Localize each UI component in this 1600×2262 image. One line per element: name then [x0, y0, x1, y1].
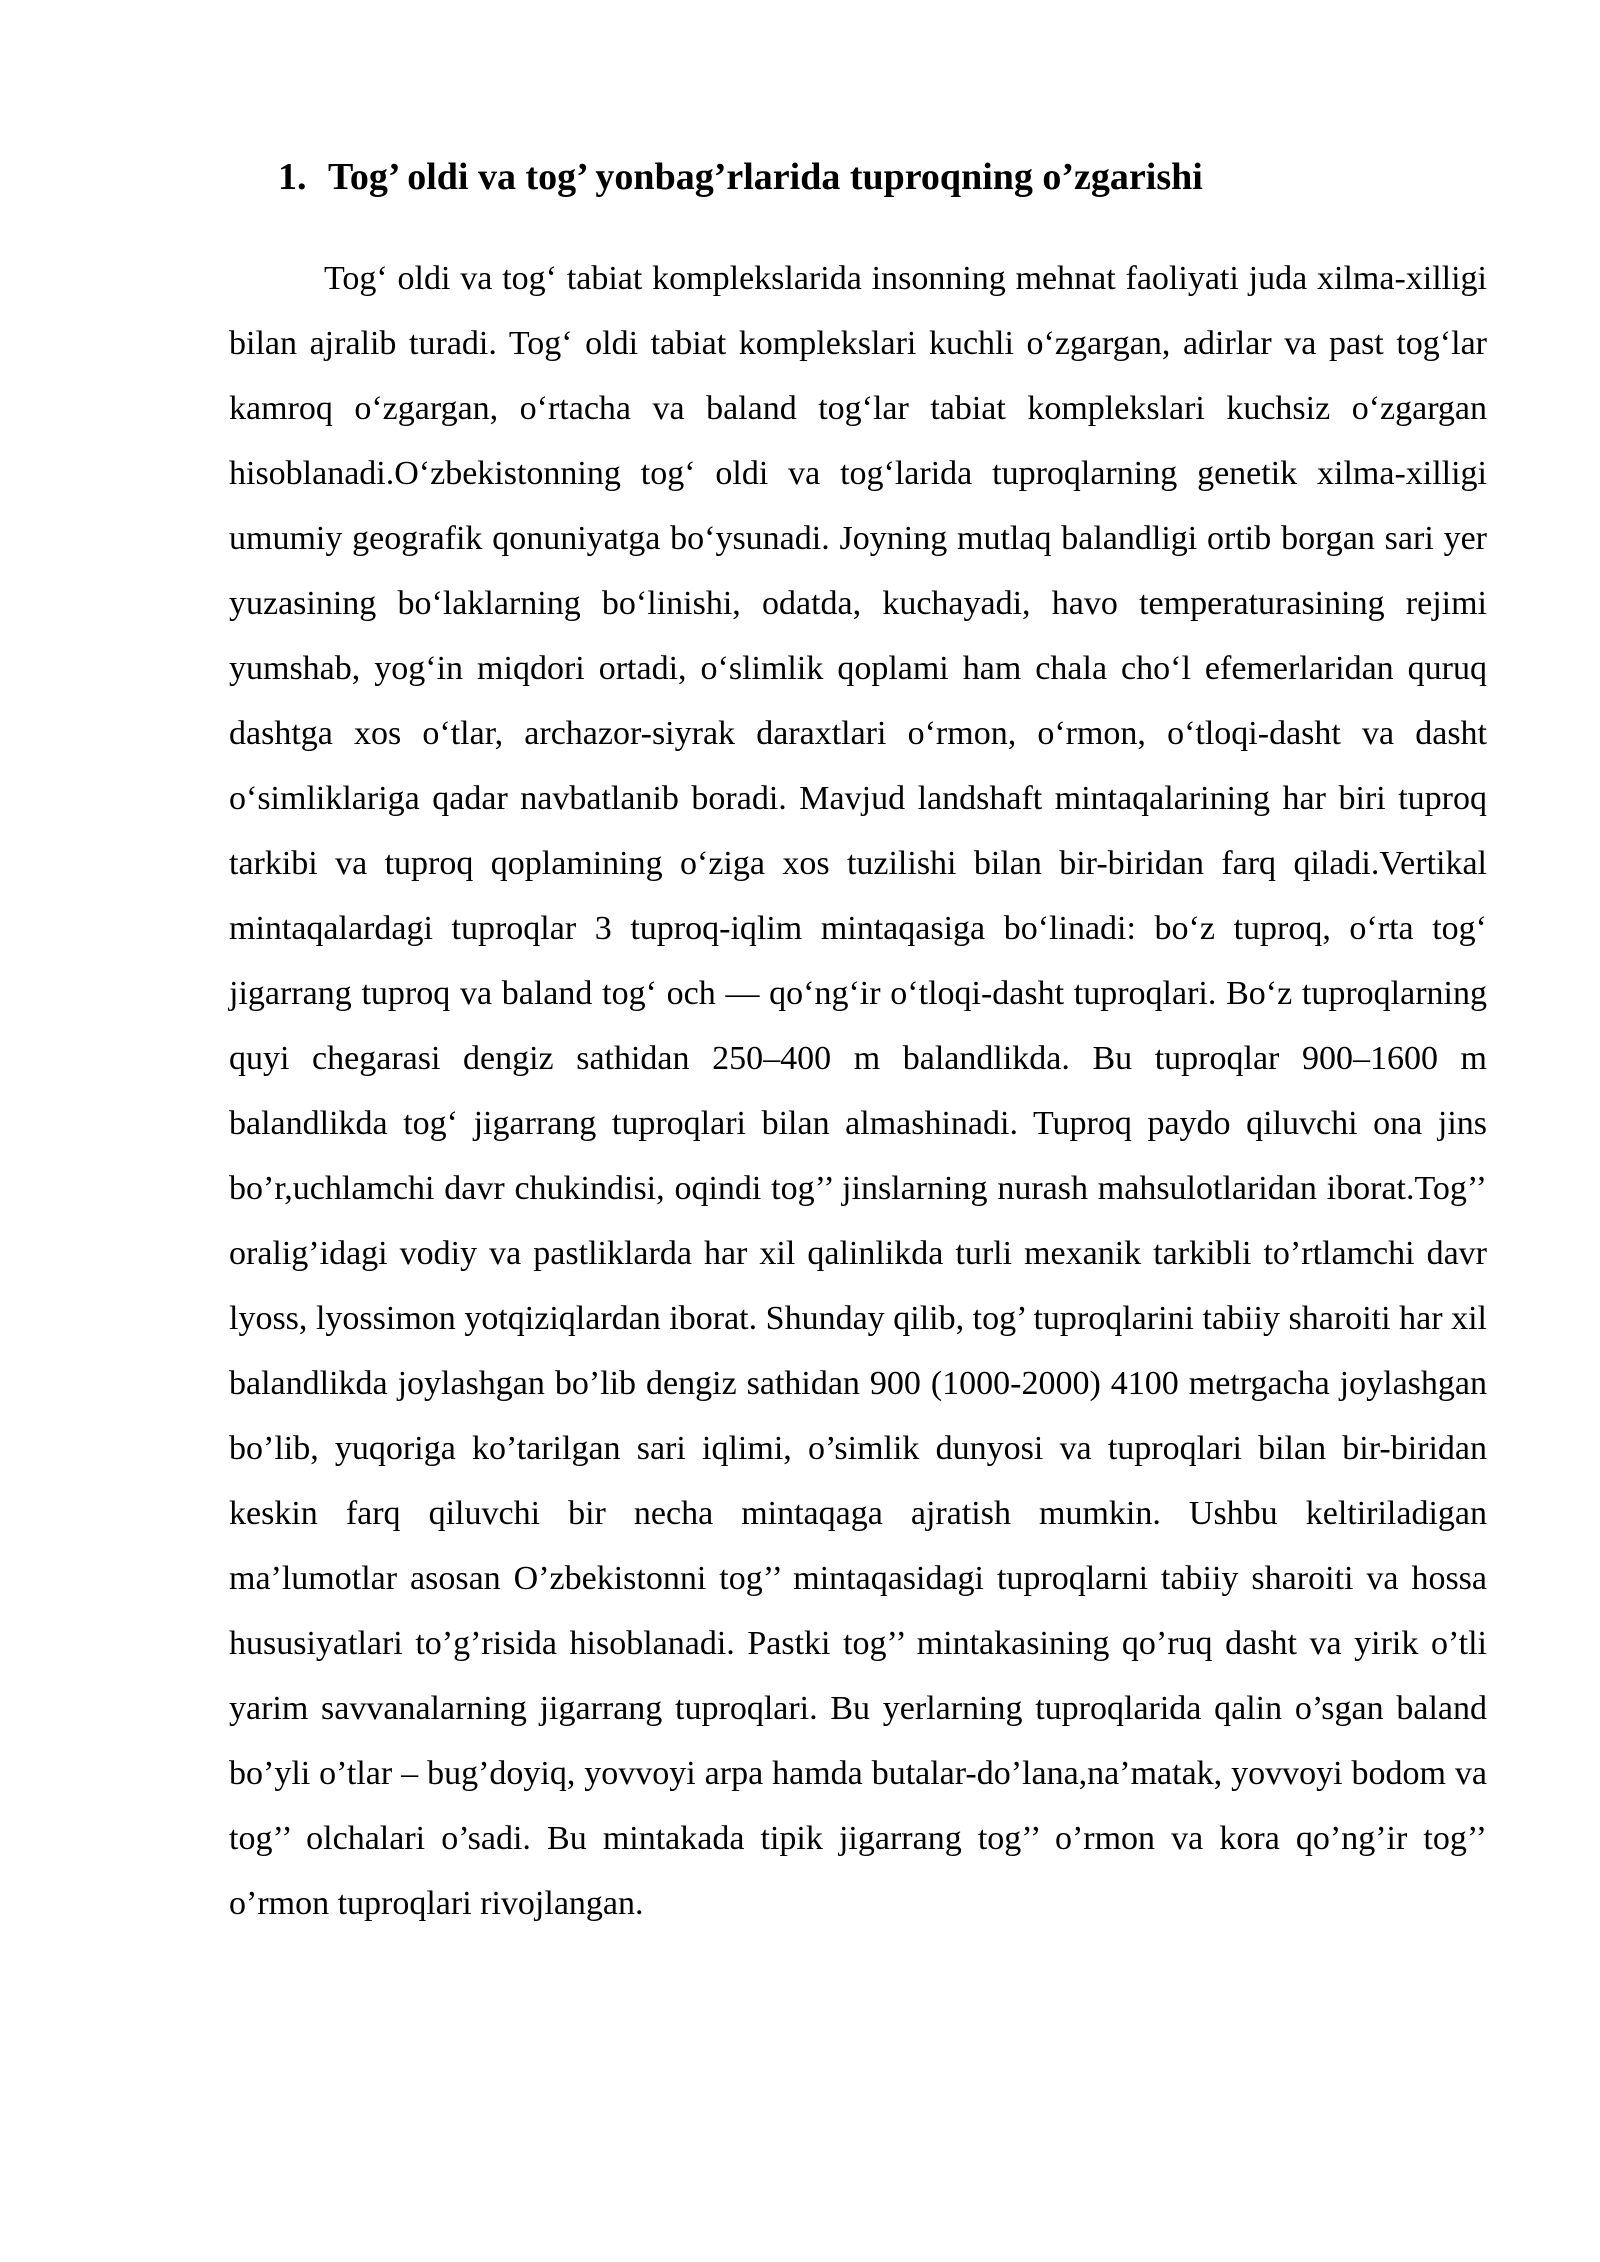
body-paragraph: Tog‘ oldi va tog‘ tabiat komplekslarida insonning mehnat faoliyati juda xilma-xilligi bilan ajralib turadi. Tog‘ oldi tabiat komplekslari kuchli o‘zgargan, adirlar va past tog‘lar kamroq o‘zgargan, o‘rtacha va baland tog‘lar tabiat komplekslari kuchsiz o‘zgargan hisoblanadi.O‘zbekistonning tog‘ oldi va tog‘larida tuproqlarning genetik xilma-xilligi umumiy geografik qonuniyatga bo‘ysunadi. Joyning mutlaq balandligi ortib borgan sari yer yuzasining bo‘laklarning bo‘linishi, odatda, kuchayadi, havo temperaturasining rejimi yumshab, yog‘in miqdori ortadi, o‘slimlik qoplami ham chala cho‘l efemerlaridan quruq dashtga xos o‘tlar, archazor-siyrak daraxtlari o‘rmon, o‘rmon, o‘tloqi-dasht va dasht o‘simliklariga qadar navbatlanib boradi. Mavjud landshaft mintaqalarining har biri tuproq tarkibi va tuproq qoplamining o‘ziga xos tuzilishi bilan bir-biridan farq qiladi.Vertikal mintaqalardagi tuproqlar 3 tuproq-iqlim mintaqasiga bo‘linadi: bo‘z tuproq, o‘rta tog‘ jigarrang tuproq va baland tog‘ och — qo‘ng‘ir o‘tloqi-dasht tuproqlari. Bo‘z tuproqlarning quyi chegarasi dengiz sathidan 250–400 m balandlikda. Bu tuproqlar 900–1600 m balandlikda tog‘ jigarrang tuproqlari bilan almashinadi. Tuproq paydo qiluvchi ona jins bo’r,uchlamchi davr chukindisi, oqindi tog’’ jinslarning nurash mahsulotlaridan iborat.Tog’’ oralig’idagi vodiy va pastliklarda har xil qalinlikda turli mexanik tarkibli to’rtlamchi davr lyoss, lyossimon yotqiziqlardan iborat. Shunday qilib, tog’ tuproqlarini tabiiy sharoiti har xil balandlikda joylashgan bo’lib dengiz sathidan 900 (1000-2000) 4100 metrgacha joylashgan bo’lib, yuqoriga ko’tarilgan sari iqlimi, o’simlik dunyosi va tuproqlari bilan bir-biridan keskin farq qiluvchi bir necha mintaqaga ajratish mumkin. Ushbu keltiriladigan ma’lumotlar asosan O’zbekistonni tog’’ mintaqasidagi tuproqlarni tabiiy sharoiti va hossa hususiyatlari to’g’risida hisoblanadi. Pastki tog’’ mintakasining qo’ruq dasht va yirik o’tli yarim savvanalarning jigarrang tuproqlari. Bu yerlarning tuproqlarida qalin o’sgan baland bo’yli o’tlar – bug’doyiq, yovvoyi arpa hamda butalar-do’lana,na’matak, yovvoyi bodom va tog’’ olchalari o’sadi. Bu mintakada tipik jigarrang tog’’ o’rmon va kora qo’ng’ir tog’’ o’rmon tuproqlari rivojlangan.: [229, 260, 1487, 1922]
section-heading: [278, 152, 1478, 202]
section-title: Tog’ oldi va tog’ yonbag’rlarida tuproqning o’zgarishi: [328, 156, 1203, 198]
section-number: 1.: [278, 156, 307, 198]
